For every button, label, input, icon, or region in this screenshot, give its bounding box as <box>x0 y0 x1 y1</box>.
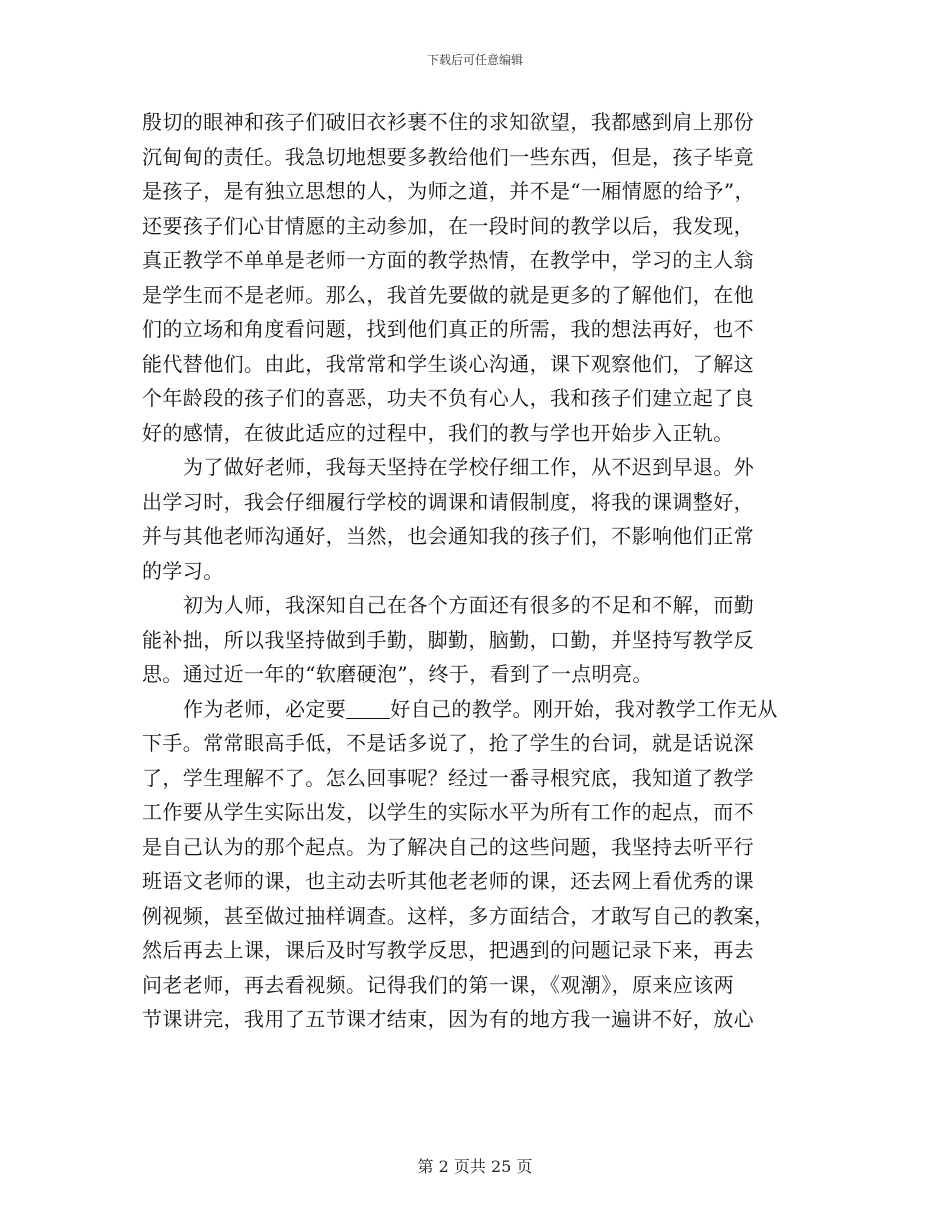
text-before-blank: 作为老师，必定要 <box>183 696 347 721</box>
text-line: 例视频，甚至做过抽样调查。这样，多方面结合，才敢写自己的教案， <box>142 903 775 928</box>
text-line: 是孩子，是有独立思想的人，为师之道，并不是“一厢情愿的给予”， <box>142 179 755 203</box>
text-line: 好的感情，在彼此适应的过程中，我们的教与学也开始步入正轨。 <box>142 420 734 445</box>
text-line: 还要孩子们心甘情愿的主动参加，在一段时间的教学以后，我发现， <box>142 213 754 238</box>
paragraph-start-line: 为了做好老师，我每天坚持在学校仔细工作，从不迟到早退。外 <box>183 455 755 479</box>
text-line: 真正教学不单单是老师一方面的教学热情，在教学中，学习的主人翁 <box>142 248 754 272</box>
text-line: 班语文老师的课，也主动去听其他老老师的课，还去网上看优秀的课 <box>142 869 754 893</box>
text-line: 是学生而不是老师。那么，我首先要做的就是更多的了解他们，在他 <box>142 282 754 307</box>
text-line: 个年龄段的孩子们的喜恶，功夫不负有心人，我和孩子们建立起了良 <box>142 386 754 410</box>
text-line: 沉甸甸的责任。我急切地想要多教给他们一些东西，但是，孩子毕竟 <box>142 144 754 169</box>
text-line: 们的立场和角度看问题，找到他们真正的所需，我的想法再好，也不 <box>142 317 754 341</box>
text-line: 了，学生理解不了。怎么回事呢？经过一番寻根究底，我知道了教学 <box>142 765 754 790</box>
text-line: 然后再去上课，课后及时写教学反思，把遇到的问题记录下来，再去 <box>142 938 754 962</box>
text-line: 的学习。 <box>142 558 224 583</box>
text-line: 是自己认为的那个起点。为了解决自己的这些问题，我坚持去听平行 <box>142 834 754 859</box>
paragraph-start-line <box>142 692 822 727</box>
text-line: 出学习时，我会仔细履行学校的调课和请假制度，将我的课调整好， <box>142 489 754 514</box>
text-line: 问老老师，再去看视频。记得我们的第一课，《观潮》，原来应该两 <box>142 972 734 997</box>
text-after-blank: 好自己的教学。刚开始，我对教学工作无从 <box>390 696 778 721</box>
text-line: 思。通过近一年的“软磨硬泡”，终于，看到了一点明亮。 <box>142 662 653 686</box>
text-line: 并与其他老师沟通好，当然，也会通知我的孩子们，不影响他们正常 <box>142 524 754 548</box>
page-header: 下载后可任意编辑 <box>426 53 523 67</box>
text-line: 能代替他们。由此，我常常和学生谈心沟通，课下观察他们，了解这 <box>142 351 754 376</box>
document-body <box>142 105 822 1037</box>
text-line: 下手。常常眼高手低，不是话多说了，抢了学生的台词，就是话说深 <box>142 731 754 755</box>
text-line: 节课讲完，我用了五节课才结束，因为有的地方我一遍讲不好，放心 <box>142 1007 754 1031</box>
text-line: 能补拙，所以我坚持做到手勤，脚勤，脑勤，口勤，并坚持写教学反 <box>142 627 754 652</box>
fill-in-blank <box>346 698 390 719</box>
paragraph-start-line: 初为人师，我深知自己在各个方面还有很多的不足和不解，而勤 <box>183 593 755 617</box>
text-line: 殷切的眼神和孩子们破旧衣衫裹不住的求知欲望，我都感到肩上那份 <box>142 110 754 134</box>
page-number: 第 2 页共 25 页 <box>417 1157 533 1176</box>
text-line: 工作要从学生实际出发，以学生的实际水平为所有工作的起点，而不 <box>142 800 754 824</box>
